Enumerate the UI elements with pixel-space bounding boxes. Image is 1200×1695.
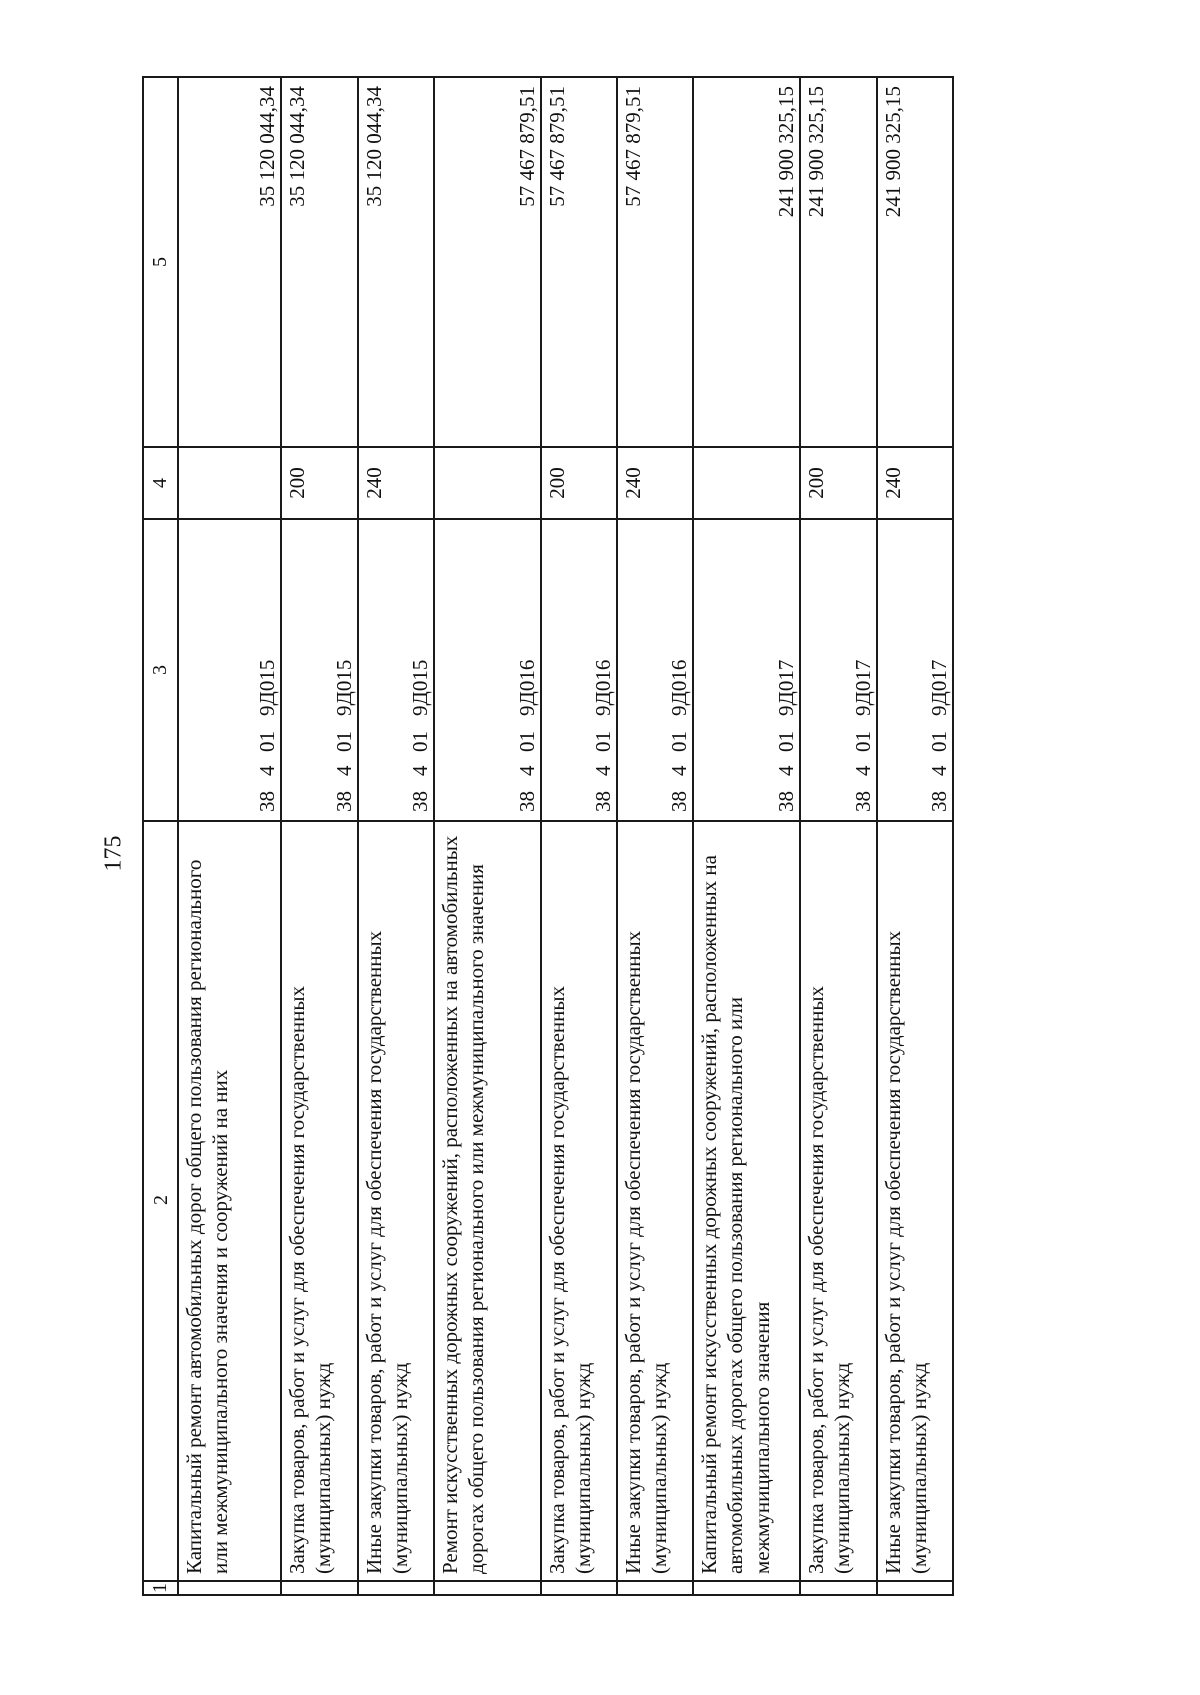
table-row: [800, 77, 876, 1595]
code-event: 01: [667, 731, 692, 752]
code-event: 01: [591, 731, 616, 752]
code-subprogram: 4: [667, 765, 692, 776]
row-name-cell: [877, 821, 953, 1581]
code-subprogram: 4: [926, 765, 951, 776]
row-name: Закупка товаров, работ и услуг для обеспечения государственных (муниципальных) нужд: [285, 985, 336, 1574]
row-name: Иные закупки товаров, работ и услуг для обеспечения государственных (муниципальных) нужд: [621, 930, 672, 1574]
row-code-cell: [281, 519, 357, 821]
code-direction: 9Д016: [667, 659, 692, 716]
amount: 35 120 044,34: [255, 86, 280, 207]
row-number-cell: [877, 1581, 953, 1595]
amount: 57 467 879,51: [544, 86, 569, 207]
row-expense-type-cell: [178, 447, 282, 519]
header-col-2: 2: [143, 821, 178, 1581]
code-program: 38: [514, 791, 539, 812]
row-name: Иные закупки товаров, работ и услуг для обеспечения государственных (муниципальных) нужд: [361, 930, 412, 1574]
table-header-row: [143, 77, 178, 1595]
row-name-cell: [434, 821, 541, 1581]
code-subprogram: 4: [774, 765, 799, 776]
code-direction: 9Д017: [774, 659, 799, 716]
row-expense-type-cell: [281, 447, 357, 519]
code-event: 01: [255, 731, 280, 752]
row-amount-cell: [800, 77, 876, 447]
code-program: 38: [850, 791, 875, 812]
header-col-4: 4: [143, 447, 178, 519]
code-subprogram: 4: [331, 765, 356, 776]
row-code-cell: [178, 519, 282, 821]
amount: 57 467 879,51: [621, 86, 646, 207]
row-name: Закупка товаров, работ и услуг для обеспечения государственных (муниципальных) нужд: [804, 985, 855, 1574]
code-program: 38: [667, 791, 692, 812]
row-amount-cell: [178, 77, 282, 447]
row-number-cell: [358, 1581, 434, 1595]
expense-type: 240: [361, 467, 386, 499]
row-expense-type-cell: [877, 447, 953, 519]
code-program: 38: [774, 791, 799, 812]
code-event: 01: [774, 731, 799, 752]
row-name-cell: [693, 821, 800, 1581]
budget-table: [142, 76, 954, 1596]
expense-type: 200: [285, 467, 310, 499]
row-number-cell: [693, 1581, 800, 1595]
code-subprogram: 4: [850, 765, 875, 776]
table-row: [281, 77, 357, 1595]
amount: 241 900 325,15: [880, 86, 905, 218]
code-event: 01: [926, 731, 951, 752]
row-number-cell: [178, 1581, 282, 1595]
row-number-cell: [617, 1581, 693, 1595]
row-expense-type-cell: [617, 447, 693, 519]
row-code-cell: [877, 519, 953, 821]
code-subprogram: 4: [514, 765, 539, 776]
table-row: [693, 77, 800, 1595]
code-program: 38: [408, 791, 432, 812]
row-name: Иные закупки товаров, работ и услуг для обеспечения государственных (муниципальных) нужд: [880, 930, 931, 1574]
code-direction: 9Д015: [408, 659, 432, 716]
table-row: [178, 77, 282, 1595]
table-row: [541, 77, 617, 1595]
row-name-cell: [281, 821, 357, 1581]
expense-type: 240: [880, 467, 905, 499]
code-direction: 9Д017: [850, 659, 875, 716]
row-number-cell: [541, 1581, 617, 1595]
code-direction: 9Д016: [591, 659, 616, 716]
expense-type: 200: [544, 467, 569, 499]
code-event: 01: [514, 731, 539, 752]
header-col-5: 5: [143, 77, 178, 447]
row-name: Капитальный ремонт искусственных дорожных сооружений, расположенных на автомобильных дорогах общего пользования регионального или межмуниципального значения: [697, 855, 774, 1574]
row-amount-cell: [434, 77, 541, 447]
code-subprogram: 4: [591, 765, 616, 776]
row-code-cell: [693, 519, 800, 821]
row-expense-type-cell: [693, 447, 800, 519]
row-amount-cell: [693, 77, 800, 447]
code-program: 38: [255, 791, 280, 812]
amount: 57 467 879,51: [514, 86, 539, 207]
code-event: 01: [408, 731, 432, 752]
row-amount-cell: [358, 77, 434, 447]
code-event: 01: [331, 731, 356, 752]
row-expense-type-cell: [541, 447, 617, 519]
amount: 35 120 044,34: [285, 86, 310, 207]
code-subprogram: 4: [255, 765, 280, 776]
row-code-cell: [541, 519, 617, 821]
row-expense-type-cell: [800, 447, 876, 519]
code-direction: 9Д015: [255, 659, 280, 716]
row-name-cell: [358, 821, 434, 1581]
row-name-cell: [800, 821, 876, 1581]
row-name-cell: [617, 821, 693, 1581]
row-amount-cell: [877, 77, 953, 447]
code-program: 38: [926, 791, 951, 812]
amount: 241 900 325,15: [774, 86, 799, 218]
row-number-cell: [434, 1581, 541, 1595]
table-row: [877, 77, 953, 1595]
row-number-cell: [800, 1581, 876, 1595]
row-amount-cell: [617, 77, 693, 447]
code-subprogram: 4: [408, 765, 432, 776]
code-program: 38: [591, 791, 616, 812]
expense-type: 240: [621, 467, 646, 499]
row-amount-cell: [541, 77, 617, 447]
header-col-1: 1: [143, 1581, 178, 1595]
code-program: 38: [331, 791, 356, 812]
row-expense-type-cell: [434, 447, 541, 519]
row-amount-cell: [281, 77, 357, 447]
row-name: Ремонт искусственных дорожных сооружений, расположенных на автомобильных дорогах общего пользования регионального или межмуниципального значения: [438, 835, 489, 1574]
row-code-cell: [617, 519, 693, 821]
amount: 35 120 044,34: [361, 86, 386, 207]
row-name-cell: [541, 821, 617, 1581]
row-code-cell: [434, 519, 541, 821]
row-code-cell: [358, 519, 434, 821]
amount: 241 900 325,15: [804, 86, 829, 218]
header-col-3: 3: [143, 519, 178, 821]
row-code-cell: [800, 519, 876, 821]
expense-type: 200: [804, 467, 829, 499]
code-event: 01: [850, 731, 875, 752]
table-row: [358, 77, 434, 1595]
row-name-cell: [178, 821, 282, 1581]
row-name: Капитальный ремонт автомобильных дорог общего пользования регионального или межмуниципального значения и сооружений на них: [181, 859, 232, 1574]
row-name: Закупка товаров, работ и услуг для обеспечения государственных (муниципальных) нужд: [544, 985, 595, 1574]
code-direction: 9Д015: [331, 659, 356, 716]
row-expense-type-cell: [358, 447, 434, 519]
code-direction: 9Д017: [926, 659, 951, 716]
table-row: [434, 77, 541, 1595]
row-number-cell: [281, 1581, 357, 1595]
page-number: 175: [100, 835, 127, 872]
code-direction: 9Д016: [514, 659, 539, 716]
table-row: [617, 77, 693, 1595]
budget-table-container: [142, 76, 954, 1596]
